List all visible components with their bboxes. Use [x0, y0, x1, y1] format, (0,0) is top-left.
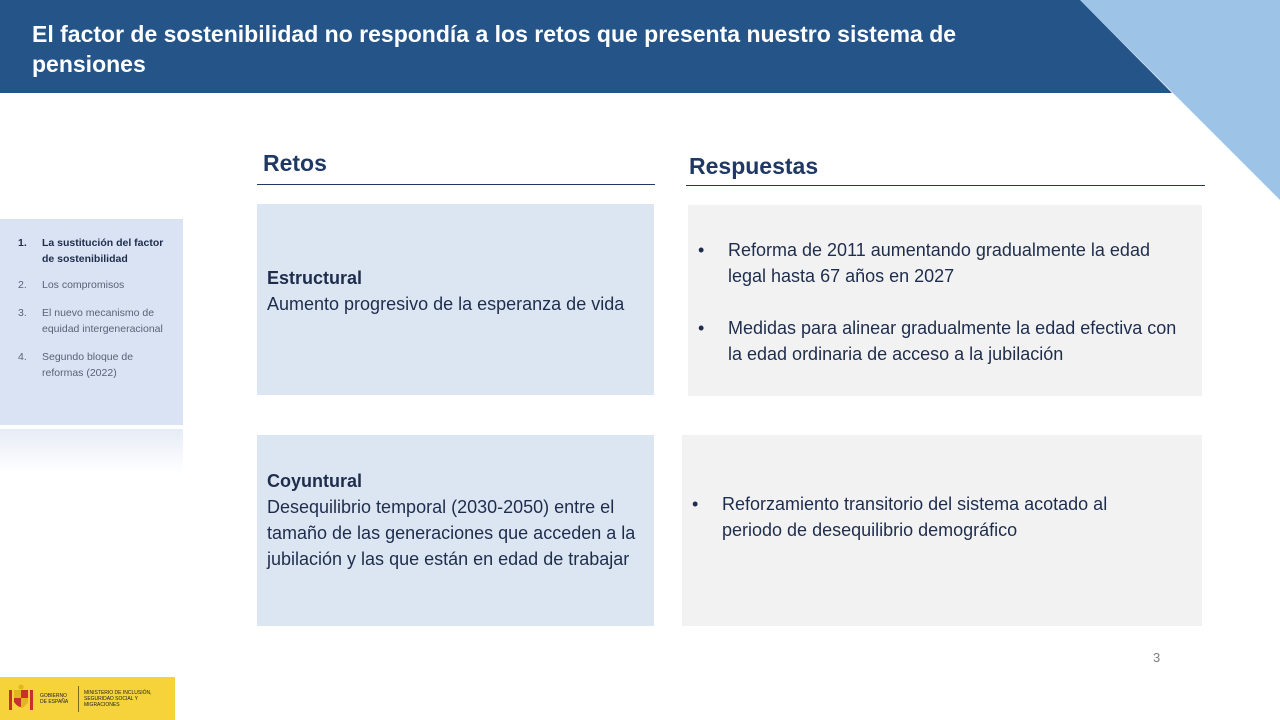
reto-title: Estructural — [267, 268, 363, 288]
ministerio-label: MINISTERIO DE INCLUSIÓN, SEGURIDAD SOCIAL Y MIGRACIONES — [84, 689, 152, 708]
sidebar-item-compromisos[interactable] — [18, 277, 173, 293]
sidebar-item-sustitucion[interactable] — [18, 235, 173, 267]
respuestas-divider — [686, 185, 1205, 186]
respuesta-list — [692, 491, 1162, 543]
sidebar-item-label: La sustitución del factor de sostenibilidad — [42, 237, 164, 265]
respuesta-bullet-item — [698, 315, 1190, 367]
government-logo — [0, 677, 175, 720]
sidebar-item-segundo-bloque[interactable] — [18, 349, 173, 381]
reto-text: Desequilibrio temporal (2030-2050) entre el tamaño de las generaciones que acceden a la jubilación y las que están en edad de trabajar — [267, 497, 636, 569]
retos-heading: Retos — [263, 150, 327, 176]
respuesta-text: Medidas para alinear gradualmente la edad efectiva con la edad ordinaria de acceso a la jubilación — [728, 318, 1177, 364]
bullet-icon: • — [692, 494, 699, 514]
reto-card-coyuntural — [257, 435, 654, 626]
reto-card-estructural — [257, 204, 654, 395]
respuesta-list — [698, 237, 1190, 367]
sidebar-fade — [0, 429, 183, 473]
sidebar-nav — [0, 219, 183, 425]
sidebar-item-label: Segundo bloque de reformas (2022) — [42, 351, 134, 379]
reto-text: Aumento progresivo de la esperanza de vida — [267, 294, 625, 314]
page-title: El factor de sostenibilidad no respondía a los retos que presenta nuestro sistema de pensiones — [32, 21, 957, 77]
reto-title: Coyuntural — [267, 471, 363, 491]
logo-separator — [78, 686, 79, 712]
accent-triangle — [1080, 0, 1280, 200]
gobierno-label: GOBIERNO DE ESPAÑA — [40, 692, 69, 705]
respuesta-bullet-item — [692, 491, 1162, 543]
respuesta-card-estructural — [688, 205, 1202, 396]
respuesta-card-coyuntural — [682, 435, 1202, 626]
sidebar-item-number: 1. — [18, 237, 27, 249]
sidebar-item-label: El nuevo mecanismo de equidad intergeneracional — [42, 307, 163, 335]
respuesta-bullet-item — [698, 237, 1190, 289]
respuesta-text: Reforma de 2011 aumentando gradualmente la edad legal hasta 67 años en 2027 — [728, 240, 1150, 286]
sidebar-item-mecanismo[interactable] — [18, 305, 173, 337]
respuestas-heading: Respuestas — [689, 153, 819, 179]
sidebar-item-number: 2. — [18, 279, 27, 291]
sidebar-item-number: 4. — [18, 351, 27, 363]
retos-divider — [257, 184, 655, 185]
sidebar-item-label: Los compromisos — [42, 279, 125, 291]
coat-of-arms-icon — [8, 684, 34, 714]
bullet-icon: • — [698, 240, 705, 260]
sidebar-list — [0, 219, 183, 381]
title-bar — [0, 0, 1280, 93]
bullet-icon: • — [698, 318, 705, 338]
page-number: 3 — [1153, 650, 1161, 665]
respuesta-text: Reforzamiento transitorio del sistema acotado al periodo de desequilibrio demográfico — [722, 494, 1108, 540]
sidebar-item-number: 3. — [18, 307, 27, 319]
